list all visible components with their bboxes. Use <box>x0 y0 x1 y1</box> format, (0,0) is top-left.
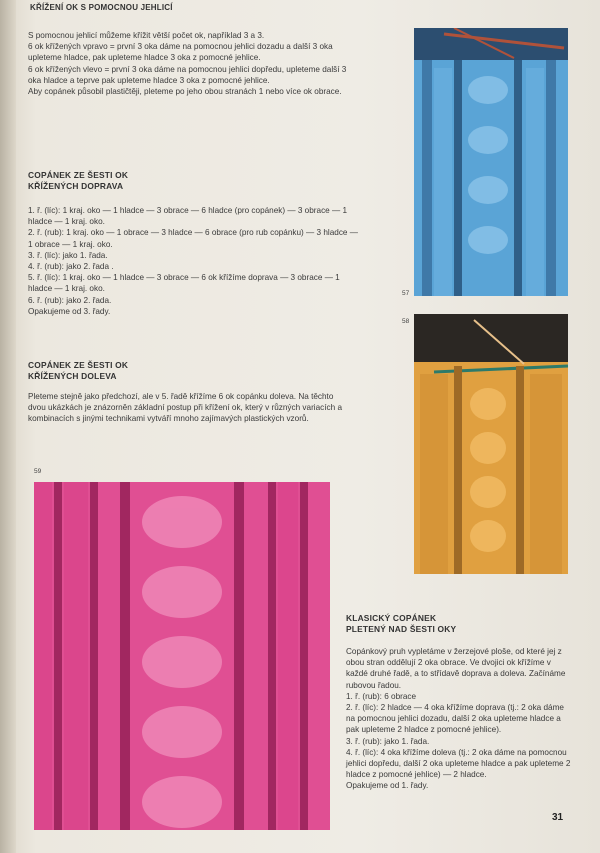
pattern-row: 4. ř. (rub): jako 2. řada . <box>28 262 114 272</box>
section-left-cable <box>28 360 348 425</box>
intro-text <box>28 30 360 97</box>
section-subtitle: KŘÍŽENÝCH DOLEVA <box>28 370 117 381</box>
section-title: COPÁNEK ZE ŠESTI OK <box>28 360 129 370</box>
intro-paragraph: Aby copánek působil plastičtěji, pleteme po jeho obou stranách 1 nebo více ok obrace. <box>28 87 342 97</box>
figure-caption: 59 <box>34 468 42 475</box>
section-paragraph: Pleteme stejně jako předchozí, ale v 5. řadě křížíme 6 ok copánku doleva. Na těchto dvou ukázkách je znázorněn základní postup při křížení ok, který v různých variacích a kombinacích s jinými technikami vytváří mnoho zajímavých plastických vzorů. <box>28 392 343 424</box>
knit-texture <box>414 28 568 296</box>
pattern-row: 3. ř. (rub): jako 1. řada. <box>346 736 430 746</box>
photo-fig-58-orange-cable <box>414 314 568 574</box>
section-right-cable <box>28 170 358 317</box>
photo-fig-57-blue-cable <box>414 28 568 296</box>
section-subtitle: KŘÍŽENÝCH DOPRAVA <box>28 180 124 191</box>
section-paragraph: Copánkový pruh vypletáme v žerzejové ploše, od které jej z obou stran oddělují 2 oka obrace. Ve dvojici ok křížíme v každé druhé řadě, a to střídavě doprava a doleva. Začínáme rubovou řadou. <box>346 647 566 690</box>
section-subtitle: PLETENÝ NAD ŠESTI OKY <box>346 623 457 634</box>
page-number: 31 <box>552 812 564 823</box>
pattern-row: 2. ř. (rub): 1 kraj. oko — 1 obrace — 3 hladce — 6 obrace (pro rub copánku) — 3 hladce — 1 obrace — 1 kraj. oko. <box>28 228 358 249</box>
pattern-row: 4. ř. (líc): 4 oka křížíme doleva (tj.: 2 oka dáme na pomocnou jehlici dopředu, další 2 oka upleteme hladce a pak upleteme 2 hladce z pomocné jehlice) — 2 hladce. <box>346 747 571 780</box>
pattern-row: 1. ř. (rub): 6 obrace <box>346 691 417 701</box>
intro-paragraph: 6 ok křížených vpravo = první 3 oka dáme na pomocnou jehlici dozadu a další 3 oka upleteme hladce, pak upleteme hladce 3 oka z pomocné jehlice. <box>28 42 333 63</box>
figure-caption: 58 <box>402 318 410 325</box>
photo-fig-59-pink-cable <box>34 482 330 830</box>
pattern-row: 5. ř. (líc): 1 kraj. oko — 1 hladce — 3 obrace — 6 ok křížíme doprava — 3 obrace — 1 hladce — 1 kraj. oko. <box>28 273 340 294</box>
intro-paragraph: S pomocnou jehlicí můžeme křížit větší počet ok, například 3 a 3. <box>28 31 265 40</box>
pattern-row: 6. ř. (rub): jako 2. řada. <box>28 295 112 305</box>
pattern-row: 3. ř. (líc): jako 1. řada. <box>28 250 108 260</box>
pattern-row: 2. ř. (líc): 2 hladce — 4 oka křížíme doprava (tj.: 2 oka dáme na pomocnou jehlici dozadu, další 2 oka upleteme hladce a pak upleteme 2 hladce z pomocné jehlice). <box>346 703 564 735</box>
knit-texture <box>34 482 330 830</box>
section-classic-cable <box>346 613 572 792</box>
pattern-row: 1. ř. (líc): 1 kraj. oko — 1 hladce — 3 obrace — 6 hladce (pro copánek) — 3 obrace — 1 hladce — 1 kraj. oko. <box>28 206 348 227</box>
knit-texture <box>414 314 568 574</box>
intro-paragraph: 6 ok křížených vlevo = první 3 oka dáme na pomocnou jehlici dopředu, upleteme další 3 oka hladce a teprve pak upleteme hladce 3 oka z pomocné jehlice. <box>28 64 347 85</box>
section-header: KŘÍŽENÍ OK S POMOCNOU JEHLICÍ <box>30 3 173 12</box>
book-spine <box>0 0 16 853</box>
section-title: KLASICKÝ COPÁNEK <box>346 613 437 623</box>
pattern-row: Opakujeme od 3. řady. <box>28 306 111 316</box>
figure-caption: 57 <box>402 290 410 297</box>
pattern-row: Opakujeme od 1. řady. <box>346 781 429 791</box>
section-title: COPÁNEK ZE ŠESTI OK <box>28 170 129 180</box>
